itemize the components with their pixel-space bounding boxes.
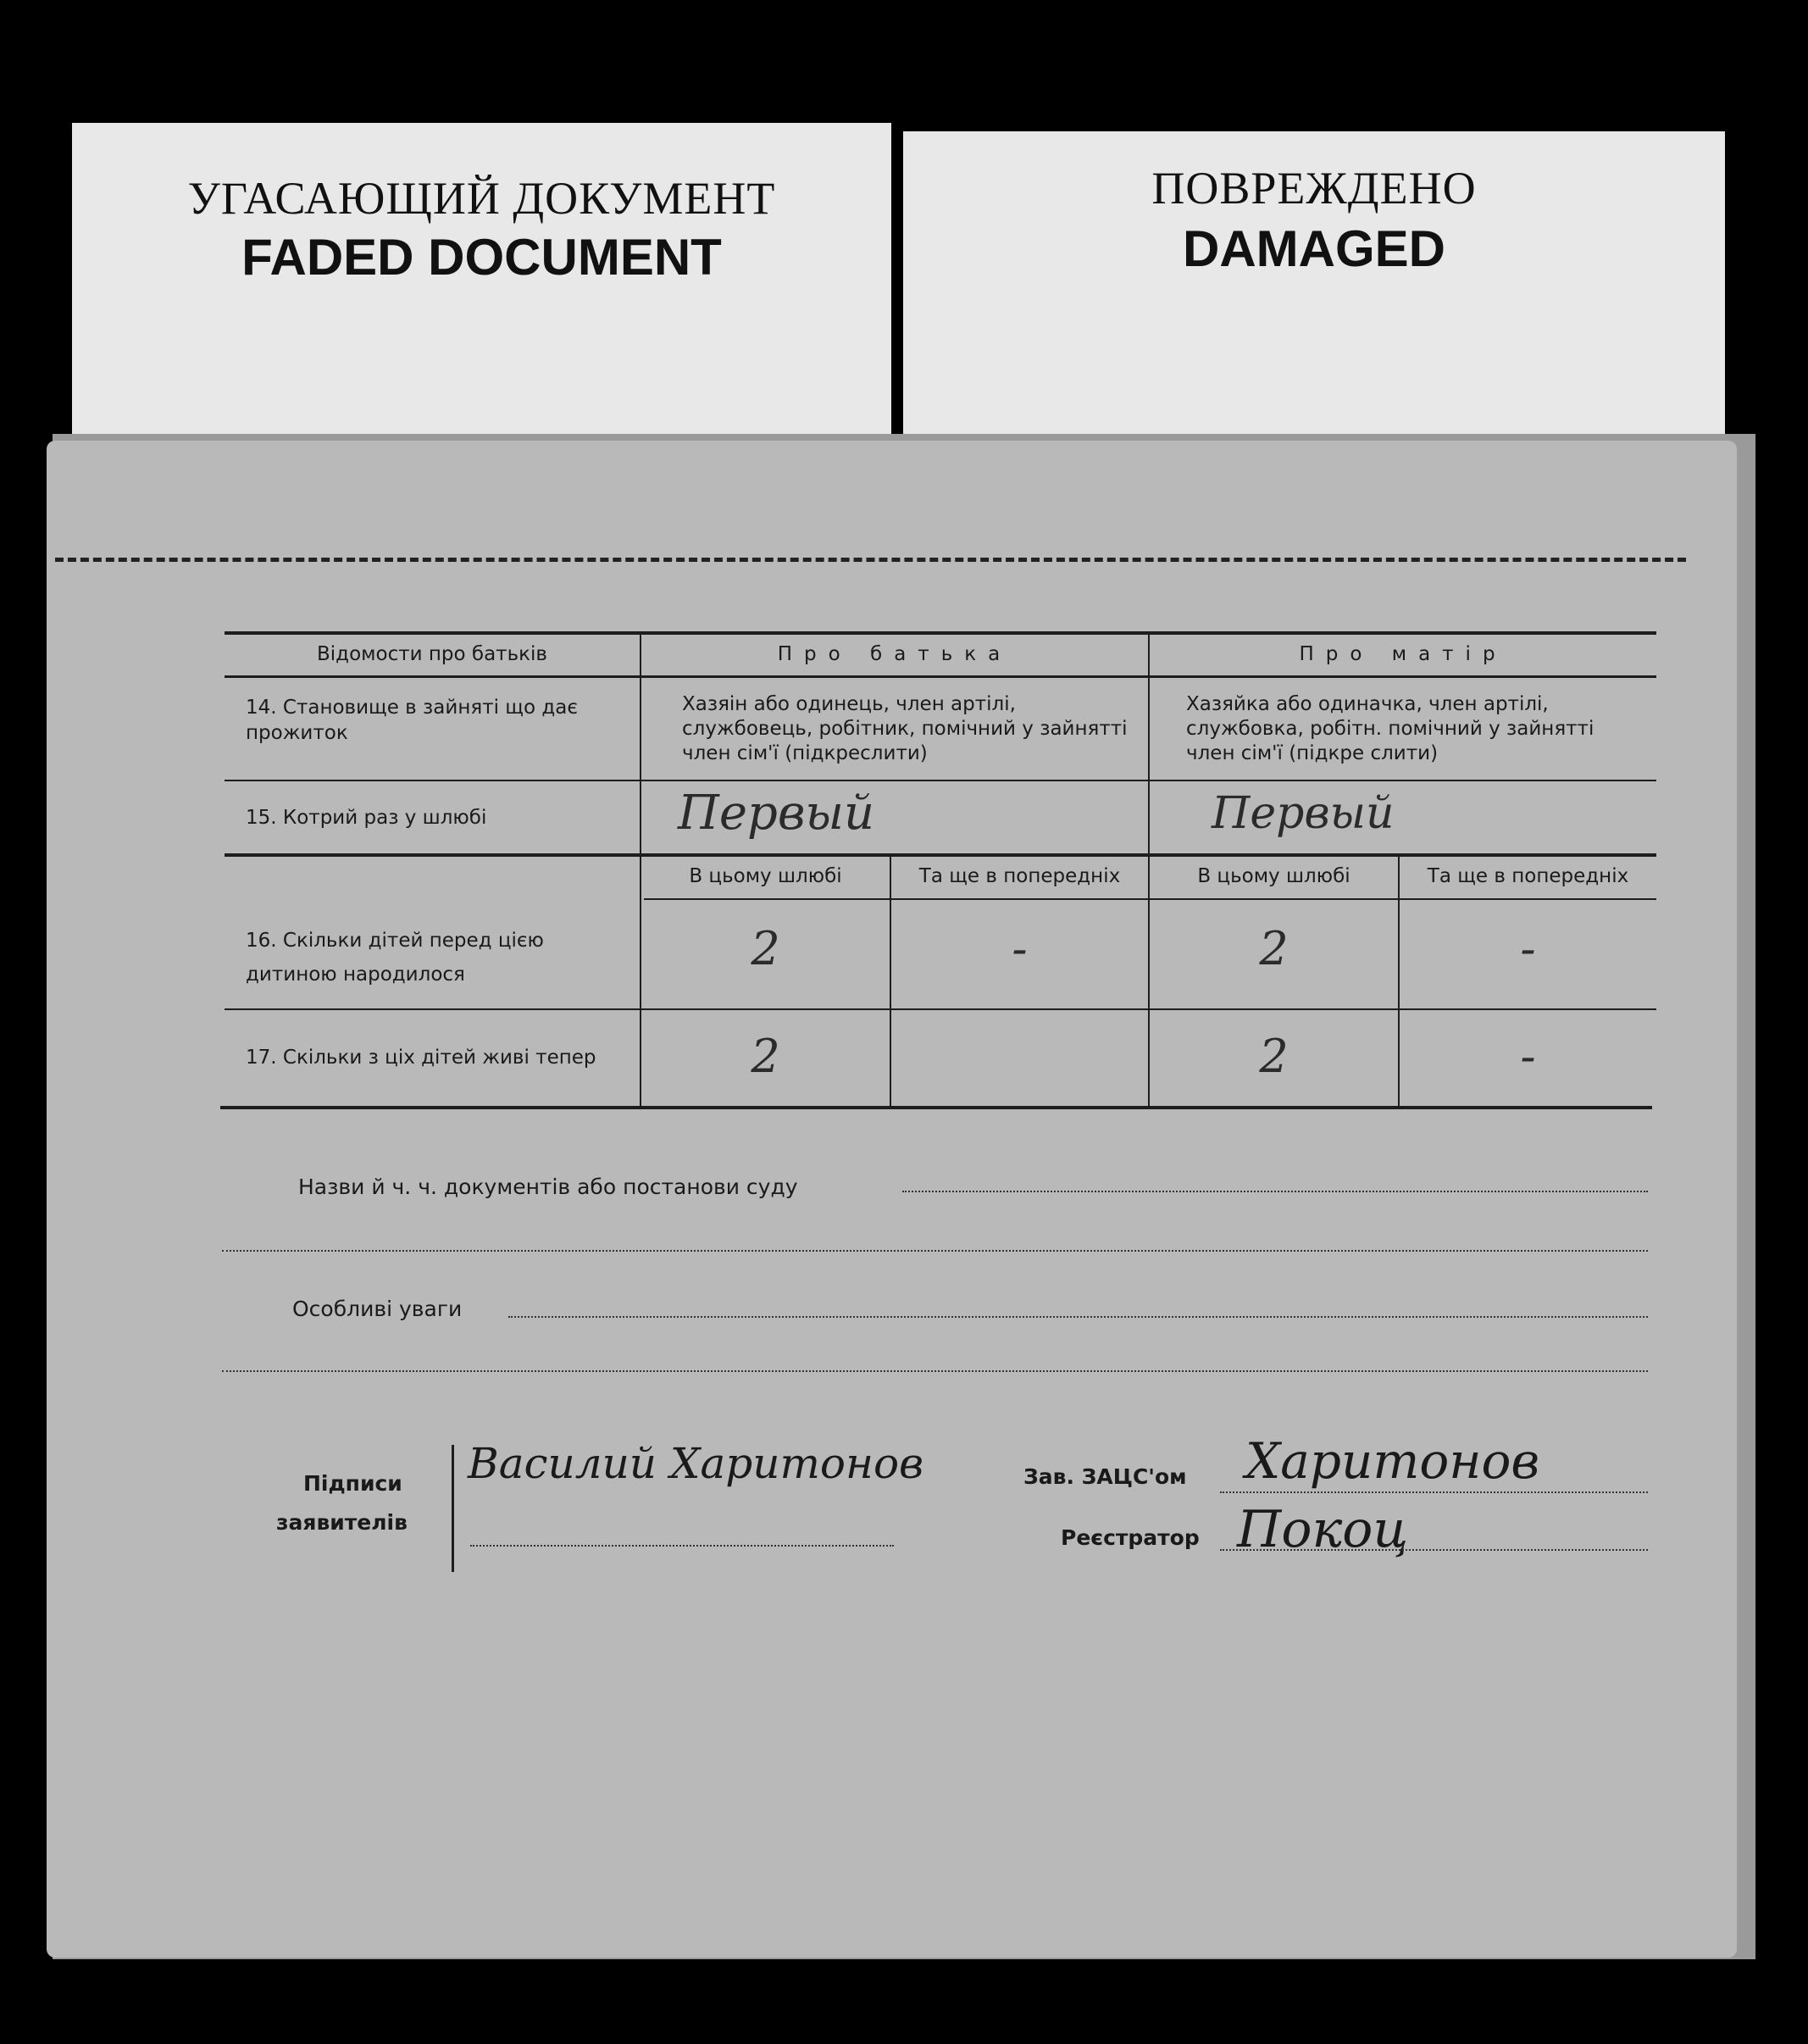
- faded-document-card: [72, 123, 891, 445]
- documents-label: Назви й ч. ч. документів або постанови суду: [298, 1175, 798, 1199]
- row17-label: 17. Скільки з ціх дітей живі тепер: [246, 1047, 596, 1069]
- row17-mother-this: 2: [1259, 1030, 1289, 1083]
- applicant-signature: Василий Харитонов: [468, 1439, 924, 1488]
- documents-line-2: [222, 1250, 1648, 1252]
- row17-mother-previous: -: [1520, 1030, 1536, 1083]
- row16-label: 16. Скільки дітей перед цією дитиною народилося: [246, 930, 544, 986]
- row15-mother-value: Первый: [1212, 788, 1395, 839]
- header-about-father: Про батька: [777, 643, 1012, 665]
- row16-father-previous: -: [1012, 922, 1028, 975]
- subheader-mother-previous: Та ще в попередніх: [1427, 865, 1629, 887]
- header-parents-info: Відомости про батьків: [317, 643, 547, 665]
- registrar-signature: Покоц: [1237, 1500, 1409, 1559]
- signatures-label-line2: заявителів: [276, 1510, 408, 1535]
- row14-mother-options: Хазяйка або одиначка, член артілі, службовка, робітн. помічний у зайнятті член сім'ї (підкре слити): [1186, 693, 1594, 764]
- row14-label: 14. Становище в зайняті що дає прожиток: [246, 697, 578, 744]
- faded-label-ru: УГАСАЮЩИЙ ДОКУМЕНТ: [187, 173, 776, 224]
- parents-info-table: [220, 631, 1656, 1110]
- head-label: Зав. ЗАЦС'ом: [1023, 1464, 1187, 1489]
- damaged-label-en: DAMAGED: [1183, 220, 1445, 277]
- damaged-label-ru: ПОВРЕЖДЕНО: [1151, 163, 1477, 214]
- signatures-brace: [452, 1445, 454, 1572]
- applicant-signature-line: [470, 1545, 894, 1547]
- subheader-mother-this-marriage: В цьому шлюбі: [1197, 865, 1350, 887]
- documents-line: [902, 1191, 1648, 1192]
- registrar-signature-line: [1220, 1549, 1648, 1551]
- remarks-label: Особливі уваги: [292, 1297, 463, 1321]
- row14-father-options: Хазяін або одинець, член артілі, службовець, робітник, помічний у зайнятті член сім'ї (підкреслити): [682, 693, 1128, 764]
- remarks-line: [508, 1316, 1648, 1318]
- subheader-father-previous: Та ще в попередніх: [918, 865, 1121, 887]
- subheader-father-this-marriage: В цьому шлюбі: [689, 865, 842, 887]
- row16-mother-previous: -: [1520, 922, 1536, 975]
- row16-mother-this: 2: [1259, 922, 1289, 975]
- head-signature-line: [1220, 1491, 1648, 1493]
- row17-father-this: 2: [751, 1030, 780, 1083]
- registrar-label: Реєстратор: [1061, 1525, 1200, 1550]
- row15-label: 15. Котрий раз у шлюбі: [246, 807, 487, 829]
- row15-father-value: Первый: [678, 786, 875, 841]
- faded-label-en: FADED DOCUMENT: [241, 229, 722, 286]
- perforation-line: [55, 558, 1686, 562]
- damaged-document-card: [903, 131, 1725, 445]
- remarks-line-2: [222, 1370, 1648, 1372]
- header-about-mother: Про матір: [1299, 643, 1507, 665]
- signatures-label-line1: Підписи: [303, 1471, 402, 1496]
- row16-father-this: 2: [751, 922, 780, 975]
- head-signature: Харитонов: [1245, 1432, 1540, 1490]
